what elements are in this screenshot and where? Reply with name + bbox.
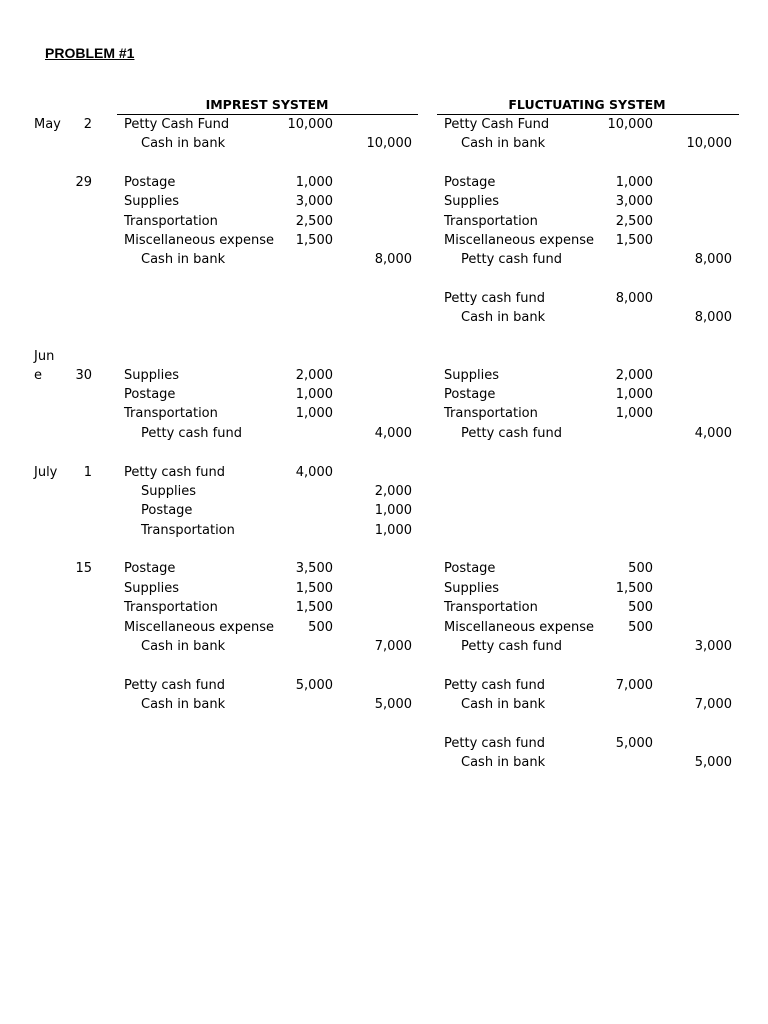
imprest-credit-amount: 4,000 [374,426,412,441]
fluctuating-account-title: Petty cash fund [444,736,545,751]
fluctuating-debit-amount: 1,000 [615,387,653,402]
imprest-account-title: Supplies [141,484,196,499]
imprest-debit-amount: 3,000 [295,194,333,209]
imprest-account-title: Transportation [124,406,218,421]
fluctuating-account-title: Transportation [444,600,538,615]
fluctuating-account-title: Postage [444,387,496,402]
fluctuating-system-header: FLUCTUATING SYSTEM [508,97,666,112]
imprest-credit-amount: 8,000 [374,252,412,267]
fluctuating-debit-amount: 2,500 [615,214,653,229]
imprest-credit-amount: 10,000 [366,136,412,151]
imprest-debit-amount: 5,000 [295,678,333,693]
imprest-account-title: Postage [124,387,176,402]
imprest-debit-amount: 1,500 [295,233,333,248]
fluctuating-credit-amount: 3,000 [694,639,732,654]
fluctuating-account-title: Cash in bank [461,136,546,151]
imprest-account-title: Cash in bank [141,697,226,712]
fluctuating-account-title: Petty cash fund [444,678,545,693]
fluctuating-account-title: Postage [444,175,496,190]
fluctuating-debit-amount: 500 [628,620,653,635]
imprest-account-title: Miscellaneous expense [124,620,274,635]
fluctuating-account-title: Petty Cash Fund [444,117,550,132]
imprest-account-title: Transportation [124,600,218,615]
fluctuating-account-title: Petty cash fund [461,426,562,441]
imprest-debit-amount: 1,500 [295,600,333,615]
fluctuating-debit-amount: 1,500 [615,233,653,248]
fluctuating-account-title: Cash in bank [461,310,546,325]
fluctuating-account-title: Cash in bank [461,697,546,712]
fluctuating-account-title: Cash in bank [461,755,546,770]
entry-day: 15 [75,561,92,576]
imprest-account-title: Cash in bank [141,136,226,151]
imprest-credit-amount: 1,000 [374,503,412,518]
entry-day: 29 [75,175,92,190]
fluctuating-credit-amount: 4,000 [694,426,732,441]
fluctuating-credit-amount: 5,000 [694,755,732,770]
imprest-account-title: Supplies [124,368,179,383]
imprest-debit-amount: 1,500 [295,581,333,596]
fluctuating-debit-amount: 5,000 [615,736,653,751]
imprest-account-title: Postage [124,175,176,190]
imprest-account-title: Petty Cash Fund [124,117,230,132]
imprest-account-title: Postage [124,561,176,576]
imprest-account-title: Transportation [141,523,235,538]
fluctuating-account-title: Supplies [444,581,499,596]
imprest-account-title: Petty cash fund [124,465,225,480]
fluctuating-header-rule [437,114,739,115]
fluctuating-credit-amount: 7,000 [694,697,732,712]
entry-month: May [34,117,61,132]
fluctuating-debit-amount: 500 [628,561,653,576]
imprest-account-title: Petty cash fund [141,426,242,441]
fluctuating-debit-amount: 1,000 [615,175,653,190]
fluctuating-account-title: Transportation [444,406,538,421]
fluctuating-debit-amount: 3,000 [615,194,653,209]
fluctuating-account-title: Transportation [444,214,538,229]
imprest-debit-amount: 500 [308,620,333,635]
imprest-account-title: Transportation [124,214,218,229]
fluctuating-debit-amount: 2,000 [615,368,653,383]
imprest-credit-amount: 7,000 [374,639,412,654]
fluctuating-account-title: Petty cash fund [444,291,545,306]
entry-day: 30 [75,368,92,383]
imprest-account-title: Cash in bank [141,639,226,654]
fluctuating-account-title: Petty cash fund [461,639,562,654]
fluctuating-credit-amount: 10,000 [686,136,732,151]
imprest-account-title: Miscellaneous expense [124,233,274,248]
fluctuating-credit-amount: 8,000 [694,252,732,267]
fluctuating-debit-amount: 500 [628,600,653,615]
imprest-account-title: Postage [141,503,193,518]
imprest-debit-amount: 3,500 [295,561,333,576]
imprest-credit-amount: 5,000 [374,697,412,712]
imprest-account-title: Supplies [124,581,179,596]
entry-month: Jun [34,349,55,364]
fluctuating-debit-amount: 7,000 [615,678,653,693]
entry-day: 2 [83,117,92,132]
fluctuating-credit-amount: 8,000 [694,310,732,325]
imprest-debit-amount: 2,000 [295,368,333,383]
fluctuating-account-title: Postage [444,561,496,576]
fluctuating-debit-amount: 10,000 [607,117,653,132]
imprest-account-title: Petty cash fund [124,678,225,693]
imprest-debit-amount: 1,000 [295,406,333,421]
page-title: PROBLEM #1 [45,45,135,61]
imprest-debit-amount: 1,000 [295,387,333,402]
fluctuating-account-title: Supplies [444,368,499,383]
entry-day: 1 [83,465,92,480]
fluctuating-account-title: Miscellaneous expense [444,620,594,635]
imprest-debit-amount: 1,000 [295,175,333,190]
fluctuating-debit-amount: 1,000 [615,406,653,421]
imprest-account-title: Cash in bank [141,252,226,267]
imprest-debit-amount: 10,000 [287,117,333,132]
imprest-debit-amount: 4,000 [295,465,333,480]
imprest-account-title: Supplies [124,194,179,209]
fluctuating-account-title: Miscellaneous expense [444,233,594,248]
entry-month: e [34,368,42,383]
entry-month: July [34,465,58,480]
imprest-credit-amount: 2,000 [374,484,412,499]
fluctuating-account-title: Supplies [444,194,499,209]
fluctuating-debit-amount: 1,500 [615,581,653,596]
imprest-credit-amount: 1,000 [374,523,412,538]
imprest-debit-amount: 2,500 [295,214,333,229]
fluctuating-debit-amount: 8,000 [615,291,653,306]
imprest-system-header: IMPREST SYSTEM [205,97,329,112]
fluctuating-account-title: Petty cash fund [461,252,562,267]
imprest-header-rule [117,114,418,115]
